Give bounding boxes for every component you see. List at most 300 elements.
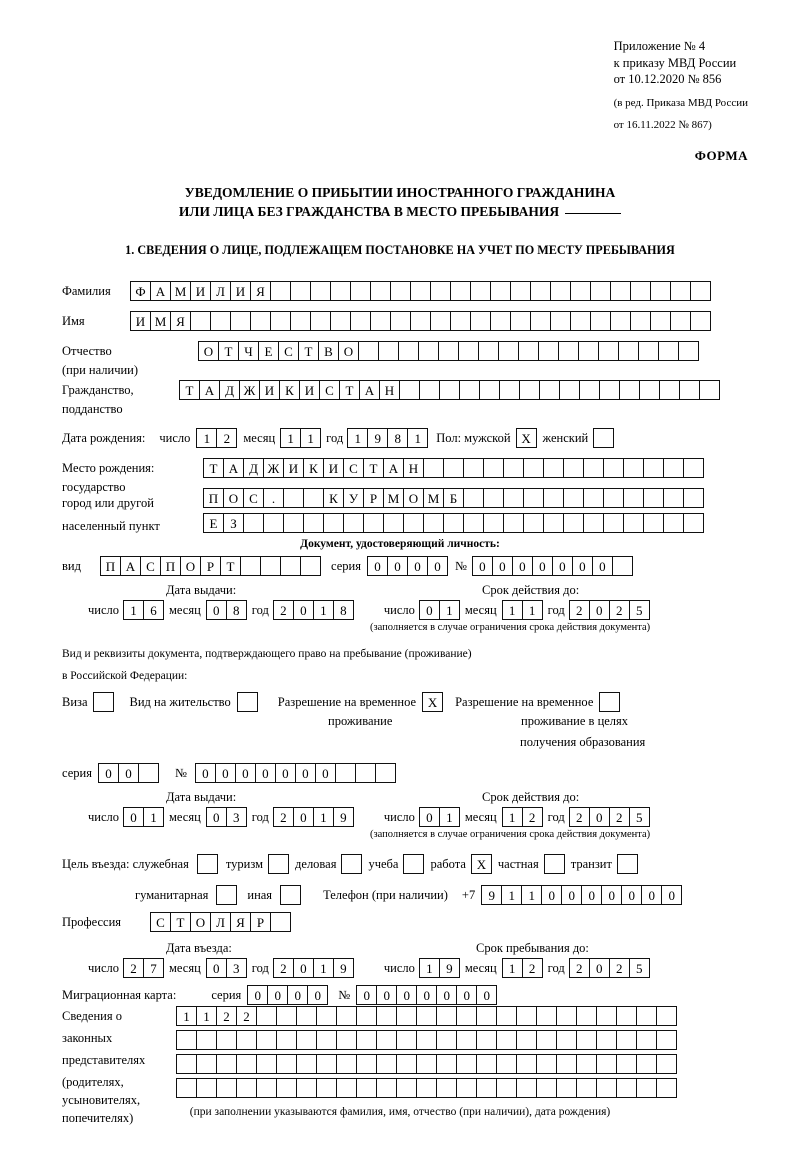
- char-cell[interactable]: [616, 1006, 637, 1026]
- char-cell[interactable]: [596, 1006, 617, 1026]
- char-cell[interactable]: 1: [502, 958, 523, 978]
- char-cell[interactable]: 9: [481, 885, 502, 905]
- char-cell[interactable]: [350, 311, 371, 331]
- char-cell[interactable]: [236, 1054, 257, 1074]
- char-cell[interactable]: [270, 281, 291, 301]
- stay-valid-month-input[interactable]: [502, 807, 543, 827]
- char-cell[interactable]: [476, 1054, 497, 1074]
- char-cell[interactable]: 1: [300, 428, 321, 448]
- char-cell[interactable]: 1: [439, 600, 460, 620]
- char-cell[interactable]: [516, 1078, 537, 1098]
- char-cell[interactable]: [523, 458, 544, 478]
- char-cell[interactable]: [530, 311, 551, 331]
- char-cell[interactable]: Т: [203, 458, 224, 478]
- char-cell[interactable]: [303, 513, 324, 533]
- purpose-other-checkbox[interactable]: [280, 885, 301, 905]
- char-cell[interactable]: [370, 311, 391, 331]
- char-cell[interactable]: [658, 341, 679, 361]
- char-cell[interactable]: [230, 311, 251, 331]
- char-cell[interactable]: [543, 488, 564, 508]
- char-cell[interactable]: [619, 380, 640, 400]
- char-cell[interactable]: 0: [98, 763, 119, 783]
- char-cell[interactable]: 0: [541, 885, 562, 905]
- char-cell[interactable]: 0: [572, 556, 593, 576]
- char-cell[interactable]: 2: [522, 958, 543, 978]
- char-cell[interactable]: [476, 1078, 497, 1098]
- char-cell[interactable]: [459, 380, 480, 400]
- char-cell[interactable]: 1: [407, 428, 428, 448]
- entry-day-input[interactable]: [123, 958, 164, 978]
- char-cell[interactable]: В: [318, 341, 339, 361]
- stay-until-day-input[interactable]: [419, 958, 460, 978]
- char-cell[interactable]: Я: [230, 912, 251, 932]
- char-cell[interactable]: [538, 341, 559, 361]
- char-cell[interactable]: П: [160, 556, 181, 576]
- char-cell[interactable]: [503, 488, 524, 508]
- char-cell[interactable]: К: [279, 380, 300, 400]
- char-cell[interactable]: [418, 341, 439, 361]
- char-cell[interactable]: [659, 380, 680, 400]
- char-cell[interactable]: С: [243, 488, 264, 508]
- char-cell[interactable]: 1: [196, 1006, 217, 1026]
- char-cell[interactable]: 5: [629, 807, 650, 827]
- char-cell[interactable]: 9: [439, 958, 460, 978]
- legal-rep-input-2[interactable]: [176, 1030, 677, 1050]
- char-cell[interactable]: 1: [313, 958, 334, 978]
- char-cell[interactable]: [690, 281, 711, 301]
- char-cell[interactable]: [330, 311, 351, 331]
- char-cell[interactable]: 2: [609, 958, 630, 978]
- char-cell[interactable]: [296, 1006, 317, 1026]
- purpose-study-checkbox[interactable]: [403, 854, 424, 874]
- char-cell[interactable]: 0: [532, 556, 553, 576]
- sex-male-checkbox[interactable]: X: [516, 428, 537, 448]
- char-cell[interactable]: [596, 1030, 617, 1050]
- char-cell[interactable]: [436, 1078, 457, 1098]
- char-cell[interactable]: 0: [601, 885, 622, 905]
- char-cell[interactable]: 1: [419, 958, 440, 978]
- char-cell[interactable]: [356, 1006, 377, 1026]
- char-cell[interactable]: А: [150, 281, 171, 301]
- char-cell[interactable]: [190, 311, 211, 331]
- char-cell[interactable]: 9: [367, 428, 388, 448]
- char-cell[interactable]: 1: [176, 1006, 197, 1026]
- char-cell[interactable]: 8: [333, 600, 354, 620]
- char-cell[interactable]: 1: [123, 600, 144, 620]
- char-cell[interactable]: [403, 513, 424, 533]
- char-cell[interactable]: [456, 1006, 477, 1026]
- char-cell[interactable]: 0: [275, 763, 296, 783]
- char-cell[interactable]: [656, 1054, 677, 1074]
- char-cell[interactable]: 1: [347, 428, 368, 448]
- char-cell[interactable]: 0: [206, 600, 227, 620]
- char-cell[interactable]: 3: [226, 958, 247, 978]
- char-cell[interactable]: [296, 1078, 317, 1098]
- char-cell[interactable]: [638, 341, 659, 361]
- char-cell[interactable]: [310, 311, 331, 331]
- char-cell[interactable]: [316, 1078, 337, 1098]
- char-cell[interactable]: 0: [552, 556, 573, 576]
- char-cell[interactable]: Б: [443, 488, 464, 508]
- char-cell[interactable]: [678, 341, 699, 361]
- char-cell[interactable]: [336, 1054, 357, 1074]
- char-cell[interactable]: Н: [403, 458, 424, 478]
- char-cell[interactable]: [276, 1030, 297, 1050]
- char-cell[interactable]: И: [230, 281, 251, 301]
- char-cell[interactable]: М: [423, 488, 444, 508]
- char-cell[interactable]: 0: [436, 985, 457, 1005]
- char-cell[interactable]: О: [198, 341, 219, 361]
- char-cell[interactable]: 0: [376, 985, 397, 1005]
- char-cell[interactable]: [536, 1054, 557, 1074]
- patronymic-input[interactable]: [198, 341, 699, 361]
- char-cell[interactable]: [390, 281, 411, 301]
- char-cell[interactable]: [599, 380, 620, 400]
- char-cell[interactable]: И: [259, 380, 280, 400]
- char-cell[interactable]: [210, 311, 231, 331]
- doc-series-input[interactable]: [367, 556, 448, 576]
- char-cell[interactable]: [563, 513, 584, 533]
- char-cell[interactable]: Т: [179, 380, 200, 400]
- char-cell[interactable]: [383, 513, 404, 533]
- char-cell[interactable]: [618, 341, 639, 361]
- char-cell[interactable]: 0: [419, 807, 440, 827]
- char-cell[interactable]: [396, 1078, 417, 1098]
- char-cell[interactable]: О: [223, 488, 244, 508]
- char-cell[interactable]: [456, 1030, 477, 1050]
- char-cell[interactable]: 0: [387, 556, 408, 576]
- char-cell[interactable]: [355, 763, 376, 783]
- char-cell[interactable]: [463, 488, 484, 508]
- doc-valid-year-input[interactable]: [569, 600, 650, 620]
- char-cell[interactable]: [335, 763, 356, 783]
- char-cell[interactable]: [476, 1006, 497, 1026]
- char-cell[interactable]: [300, 556, 321, 576]
- char-cell[interactable]: М: [170, 281, 191, 301]
- char-cell[interactable]: 0: [396, 985, 417, 1005]
- char-cell[interactable]: Е: [258, 341, 279, 361]
- char-cell[interactable]: 2: [273, 600, 294, 620]
- char-cell[interactable]: [463, 513, 484, 533]
- char-cell[interactable]: [598, 341, 619, 361]
- char-cell[interactable]: [443, 513, 464, 533]
- char-cell[interactable]: Д: [219, 380, 240, 400]
- char-cell[interactable]: [430, 311, 451, 331]
- char-cell[interactable]: [410, 281, 431, 301]
- doc-issue-month-input[interactable]: [206, 600, 247, 620]
- surname-input[interactable]: [130, 281, 711, 301]
- char-cell[interactable]: 2: [273, 807, 294, 827]
- char-cell[interactable]: [578, 341, 599, 361]
- char-cell[interactable]: [643, 513, 664, 533]
- char-cell[interactable]: 0: [195, 763, 216, 783]
- char-cell[interactable]: [570, 311, 591, 331]
- char-cell[interactable]: 1: [313, 600, 334, 620]
- char-cell[interactable]: И: [323, 458, 344, 478]
- legal-rep-input-3[interactable]: [176, 1054, 677, 1074]
- char-cell[interactable]: 2: [569, 958, 590, 978]
- char-cell[interactable]: [643, 488, 664, 508]
- char-cell[interactable]: С: [150, 912, 171, 932]
- stay-issue-day-input[interactable]: [123, 807, 164, 827]
- birthplace-city-input-2[interactable]: [203, 513, 704, 533]
- char-cell[interactable]: 3: [226, 807, 247, 827]
- char-cell[interactable]: [256, 1078, 277, 1098]
- char-cell[interactable]: 7: [143, 958, 164, 978]
- char-cell[interactable]: [398, 341, 419, 361]
- char-cell[interactable]: [590, 281, 611, 301]
- char-cell[interactable]: [630, 311, 651, 331]
- char-cell[interactable]: [438, 341, 459, 361]
- char-cell[interactable]: [458, 341, 479, 361]
- char-cell[interactable]: [416, 1054, 437, 1074]
- char-cell[interactable]: [243, 513, 264, 533]
- edu-residence-checkbox[interactable]: [599, 692, 620, 712]
- char-cell[interactable]: [603, 458, 624, 478]
- char-cell[interactable]: [656, 1006, 677, 1026]
- char-cell[interactable]: [196, 1030, 217, 1050]
- char-cell[interactable]: [323, 513, 344, 533]
- char-cell[interactable]: [563, 488, 584, 508]
- char-cell[interactable]: 0: [456, 985, 477, 1005]
- char-cell[interactable]: [463, 458, 484, 478]
- char-cell[interactable]: [516, 1006, 537, 1026]
- char-cell[interactable]: И: [283, 458, 304, 478]
- char-cell[interactable]: [296, 1054, 317, 1074]
- char-cell[interactable]: [450, 311, 471, 331]
- char-cell[interactable]: [523, 513, 544, 533]
- legal-rep-input-1[interactable]: [176, 1006, 677, 1026]
- char-cell[interactable]: [290, 311, 311, 331]
- char-cell[interactable]: 2: [609, 600, 630, 620]
- purpose-work-checkbox[interactable]: X: [471, 854, 492, 874]
- doc-issue-day-input[interactable]: [123, 600, 164, 620]
- char-cell[interactable]: [496, 1030, 517, 1050]
- char-cell[interactable]: 0: [295, 763, 316, 783]
- char-cell[interactable]: А: [383, 458, 404, 478]
- char-cell[interactable]: О: [338, 341, 359, 361]
- char-cell[interactable]: [636, 1054, 657, 1074]
- char-cell[interactable]: [583, 458, 604, 478]
- char-cell[interactable]: [670, 311, 691, 331]
- char-cell[interactable]: [260, 556, 281, 576]
- char-cell[interactable]: [456, 1054, 477, 1074]
- char-cell[interactable]: [603, 488, 624, 508]
- char-cell[interactable]: [610, 281, 631, 301]
- char-cell[interactable]: [503, 513, 524, 533]
- char-cell[interactable]: [543, 513, 564, 533]
- char-cell[interactable]: [280, 556, 301, 576]
- stay-until-year-input[interactable]: [569, 958, 650, 978]
- char-cell[interactable]: [516, 1030, 537, 1050]
- char-cell[interactable]: [636, 1006, 657, 1026]
- char-cell[interactable]: [536, 1006, 557, 1026]
- char-cell[interactable]: А: [223, 458, 244, 478]
- char-cell[interactable]: [543, 458, 564, 478]
- char-cell[interactable]: И: [299, 380, 320, 400]
- char-cell[interactable]: [416, 1006, 437, 1026]
- char-cell[interactable]: [436, 1054, 457, 1074]
- char-cell[interactable]: [623, 488, 644, 508]
- char-cell[interactable]: [576, 1030, 597, 1050]
- char-cell[interactable]: 2: [569, 600, 590, 620]
- char-cell[interactable]: [436, 1030, 457, 1050]
- char-cell[interactable]: [639, 380, 660, 400]
- char-cell[interactable]: [516, 1054, 537, 1074]
- doc-number-input[interactable]: [472, 556, 633, 576]
- char-cell[interactable]: [276, 1054, 297, 1074]
- char-cell[interactable]: 1: [522, 600, 543, 620]
- char-cell[interactable]: [416, 1030, 437, 1050]
- entry-year-input[interactable]: [273, 958, 354, 978]
- char-cell[interactable]: [478, 341, 499, 361]
- char-cell[interactable]: [490, 281, 511, 301]
- char-cell[interactable]: [356, 1078, 377, 1098]
- char-cell[interactable]: 0: [492, 556, 513, 576]
- char-cell[interactable]: Ж: [263, 458, 284, 478]
- char-cell[interactable]: [483, 488, 504, 508]
- char-cell[interactable]: [410, 311, 431, 331]
- visa-checkbox[interactable]: [93, 692, 114, 712]
- char-cell[interactable]: [216, 1030, 237, 1050]
- birth-day-input[interactable]: [196, 428, 237, 448]
- char-cell[interactable]: Т: [339, 380, 360, 400]
- char-cell[interactable]: 9: [333, 958, 354, 978]
- sex-female-checkbox[interactable]: [593, 428, 614, 448]
- char-cell[interactable]: 0: [427, 556, 448, 576]
- char-cell[interactable]: [470, 281, 491, 301]
- char-cell[interactable]: [558, 341, 579, 361]
- char-cell[interactable]: Р: [250, 912, 271, 932]
- char-cell[interactable]: [256, 1030, 277, 1050]
- char-cell[interactable]: [376, 1030, 397, 1050]
- char-cell[interactable]: 0: [419, 600, 440, 620]
- char-cell[interactable]: 0: [581, 885, 602, 905]
- char-cell[interactable]: [550, 311, 571, 331]
- char-cell[interactable]: О: [403, 488, 424, 508]
- char-cell[interactable]: 0: [287, 985, 308, 1005]
- char-cell[interactable]: [316, 1054, 337, 1074]
- char-cell[interactable]: [656, 1078, 677, 1098]
- entry-month-input[interactable]: [206, 958, 247, 978]
- char-cell[interactable]: 0: [512, 556, 533, 576]
- birthplace-city-input-1[interactable]: [203, 488, 704, 508]
- char-cell[interactable]: 1: [521, 885, 542, 905]
- char-cell[interactable]: [356, 1030, 377, 1050]
- char-cell[interactable]: [450, 281, 471, 301]
- char-cell[interactable]: И: [190, 281, 211, 301]
- char-cell[interactable]: [358, 341, 379, 361]
- char-cell[interactable]: 2: [569, 807, 590, 827]
- char-cell[interactable]: [376, 1054, 397, 1074]
- char-cell[interactable]: Ч: [238, 341, 259, 361]
- char-cell[interactable]: [256, 1054, 277, 1074]
- char-cell[interactable]: 6: [143, 600, 164, 620]
- char-cell[interactable]: [396, 1054, 417, 1074]
- char-cell[interactable]: Н: [379, 380, 400, 400]
- char-cell[interactable]: [498, 341, 519, 361]
- stay-issue-year-input[interactable]: [273, 807, 354, 827]
- char-cell[interactable]: [510, 311, 531, 331]
- char-cell[interactable]: 2: [216, 428, 237, 448]
- char-cell[interactable]: [610, 311, 631, 331]
- purpose-tourism-checkbox[interactable]: [268, 854, 289, 874]
- char-cell[interactable]: [443, 458, 464, 478]
- char-cell[interactable]: 8: [226, 600, 247, 620]
- char-cell[interactable]: А: [199, 380, 220, 400]
- purpose-business-checkbox[interactable]: [341, 854, 362, 874]
- char-cell[interactable]: [563, 458, 584, 478]
- doc-valid-month-input[interactable]: [502, 600, 543, 620]
- char-cell[interactable]: [350, 281, 371, 301]
- char-cell[interactable]: [536, 1030, 557, 1050]
- char-cell[interactable]: [570, 281, 591, 301]
- char-cell[interactable]: 1: [501, 885, 522, 905]
- char-cell[interactable]: [470, 311, 491, 331]
- char-cell[interactable]: [576, 1078, 597, 1098]
- char-cell[interactable]: [330, 281, 351, 301]
- char-cell[interactable]: Ж: [239, 380, 260, 400]
- char-cell[interactable]: [550, 281, 571, 301]
- char-cell[interactable]: 9: [333, 807, 354, 827]
- char-cell[interactable]: [623, 458, 644, 478]
- char-cell[interactable]: [690, 311, 711, 331]
- stay-issue-month-input[interactable]: [206, 807, 247, 827]
- char-cell[interactable]: [616, 1078, 637, 1098]
- char-cell[interactable]: 0: [307, 985, 328, 1005]
- char-cell[interactable]: 2: [216, 1006, 237, 1026]
- char-cell[interactable]: [336, 1030, 357, 1050]
- stay-valid-day-input[interactable]: [419, 807, 460, 827]
- char-cell[interactable]: 1: [280, 428, 301, 448]
- char-cell[interactable]: 1: [196, 428, 217, 448]
- char-cell[interactable]: Ф: [130, 281, 151, 301]
- char-cell[interactable]: 0: [476, 985, 497, 1005]
- char-cell[interactable]: [616, 1054, 637, 1074]
- char-cell[interactable]: [240, 556, 261, 576]
- char-cell[interactable]: [510, 281, 531, 301]
- char-cell[interactable]: 0: [206, 958, 227, 978]
- char-cell[interactable]: [336, 1006, 357, 1026]
- char-cell[interactable]: 0: [367, 556, 388, 576]
- char-cell[interactable]: [583, 513, 604, 533]
- char-cell[interactable]: 1: [502, 600, 523, 620]
- char-cell[interactable]: Я: [250, 281, 271, 301]
- char-cell[interactable]: Д: [243, 458, 264, 478]
- stay-series-input[interactable]: [98, 763, 159, 783]
- char-cell[interactable]: [216, 1078, 237, 1098]
- birthplace-country-input[interactable]: [203, 458, 704, 478]
- char-cell[interactable]: 0: [589, 600, 610, 620]
- char-cell[interactable]: [490, 311, 511, 331]
- char-cell[interactable]: [316, 1030, 337, 1050]
- char-cell[interactable]: О: [180, 556, 201, 576]
- char-cell[interactable]: [496, 1006, 517, 1026]
- doc-issue-year-input[interactable]: [273, 600, 354, 620]
- char-cell[interactable]: 0: [592, 556, 613, 576]
- char-cell[interactable]: [556, 1030, 577, 1050]
- birth-year-input[interactable]: [347, 428, 428, 448]
- char-cell[interactable]: 0: [255, 763, 276, 783]
- char-cell[interactable]: 2: [236, 1006, 257, 1026]
- char-cell[interactable]: [683, 488, 704, 508]
- char-cell[interactable]: [378, 341, 399, 361]
- char-cell[interactable]: [263, 513, 284, 533]
- char-cell[interactable]: [236, 1078, 257, 1098]
- char-cell[interactable]: [390, 311, 411, 331]
- char-cell[interactable]: [176, 1054, 197, 1074]
- char-cell[interactable]: 0: [118, 763, 139, 783]
